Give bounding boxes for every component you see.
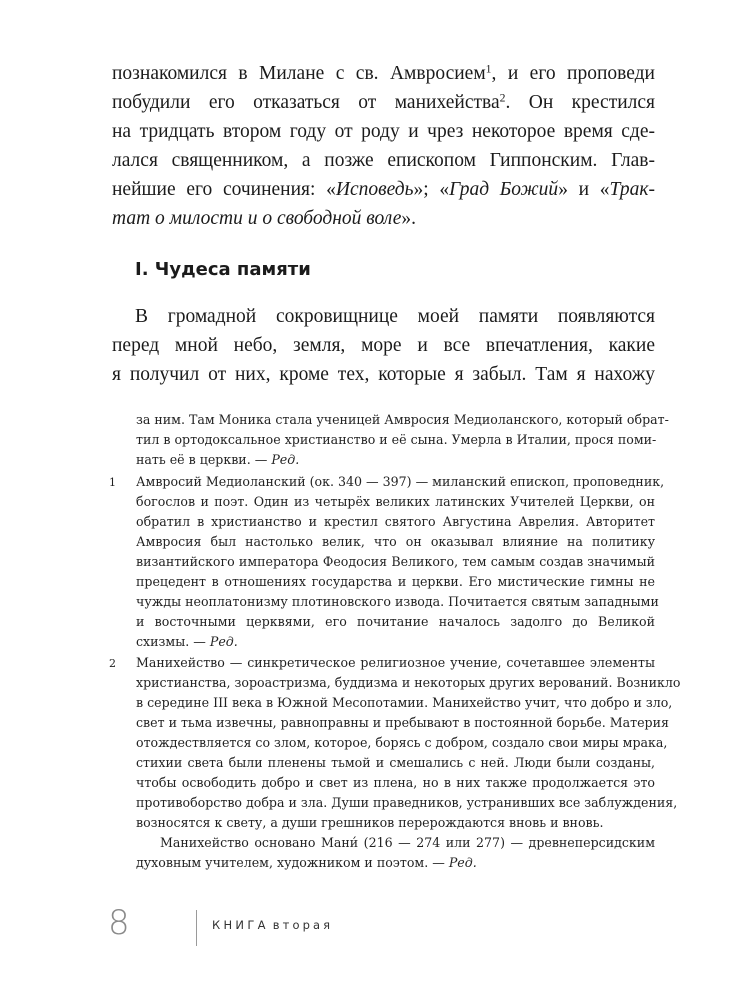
book-title: тат о милости и о свободной воле — [112, 208, 402, 229]
footnote-line: нать её в церкви. — Ред. — [136, 452, 300, 467]
book-title: Исповедь — [335, 179, 414, 200]
footnote-line: в середине III века в Южной Месопотамии. Манихейство учит, что добро и зло, — [136, 695, 673, 710]
footnote-line: противоборство добра и зла. Души праведников, устранивших все заблуждения, — [136, 795, 678, 810]
footnote-line: возносятся к свету, а души грешников перерождаются вновь и вновь. — [136, 815, 604, 830]
footnote-line: прецедент в отношениях государства и церкви. Его мистические гимны не — [136, 574, 655, 589]
footnote-line: чтобы освободить добро и свет из плена, но в них также продолжается это — [136, 775, 655, 790]
text-line: лался священником, а позже епископом Гиппонским. Глав- — [112, 150, 655, 171]
footnote-line: чужды неоплатонизму плотиновского извода. Почитается святым западными — [136, 594, 659, 609]
footnote-line: богослов и поэт. Один из четырёх великих латинских Учителей Церкви, он — [136, 494, 655, 509]
footnote-line: Манихейство — синкретическое религиозное учение, сочетавшее элементы — [136, 655, 655, 670]
text-line: нейшие его сочинения: «Исповедь»; «Град Божий» и «Трак- — [112, 179, 656, 200]
footnote-line: христианства, зороастризма, буддизма и некоторых других верований. Возникло — [136, 675, 681, 690]
page-number: 8 — [108, 903, 130, 943]
text-line: перед мной небо, земля, море и все впечатления, какие — [112, 335, 655, 356]
footnote-line: Амвросия был настолько велик, что он оказывал влияние на политику — [136, 534, 655, 549]
footnote-line: духовным учителем, художником и поэтом. — Ред. — [136, 855, 477, 870]
footnote-line: Манихейство основано Мани́ (216 — 274 или 277) — древнеперсидским — [160, 835, 655, 850]
footnote-ref[interactable]: 2 — [499, 91, 506, 105]
footnote-number: 1 — [109, 476, 116, 489]
book-title: Град Божий — [449, 179, 559, 200]
footnote-line: отождествляется со злом, которое, борясь с добром, создало свои миры мрака, — [136, 735, 668, 750]
footnote-line: и восточными церквями, его почитание началось задолго до Великой — [136, 614, 655, 629]
text-line: я получил от них, кроме тех, которые я забыл. Там я нахожу — [112, 364, 655, 385]
footnote-ref[interactable]: 1 — [485, 62, 492, 76]
text-line: В громадной сокровищнице моей памяти появляются — [135, 306, 655, 327]
footnote-line: тил в ортодоксальное христианство и её сына. Умерла в Италии, прося поми- — [136, 432, 657, 447]
footnote-line: Амвросий Медиоланский (ок. 340 — 397) — миланский епископ, проповедник, — [136, 474, 665, 489]
footnote-line: за ним. Там Моника стала ученицей Амвросия Медиоланского, который обрат- — [136, 412, 669, 427]
footer-divider — [196, 910, 197, 946]
section-heading: I. Чудеса памяти — [135, 259, 311, 280]
editor-mark: Ред. — [448, 855, 477, 870]
footnote-line: византийского императора Феодосия Великого, тем самым создав значимый — [136, 554, 655, 569]
part-label: вторая — [272, 918, 334, 932]
text-line: побудили его отказаться от манихейства$^2$. Он крестился — [112, 91, 656, 113]
text-line: тат о милости и о свободной воле». — [112, 208, 417, 229]
book-label: КНИГА — [212, 918, 269, 932]
text-line: познакомился в Милане с св. Амвросием$^1$, и его проповеди — [112, 62, 655, 84]
footnote-line: стихии света были пленены тьмой и смешались с ней. Люди были созданы, — [136, 755, 655, 770]
running-head — [212, 918, 333, 932]
editor-mark: Ред. — [271, 452, 300, 467]
editor-mark: Ред. — [209, 634, 238, 649]
footnote-line: обратил в христианство и крестил святого Августина Аврелия. Авторитет — [136, 514, 655, 529]
footnote-line: свет и тьма извечны, равноправны и пребывают в постоянной борьбе. Материя — [136, 715, 669, 730]
footnote-line: схизмы. — Ред. — [136, 634, 238, 649]
footnote-number: 2 — [109, 657, 116, 670]
book-title: Трак- — [609, 179, 656, 200]
text-line: на тридцать втором году от роду и чрез некоторое время сде- — [112, 121, 655, 142]
